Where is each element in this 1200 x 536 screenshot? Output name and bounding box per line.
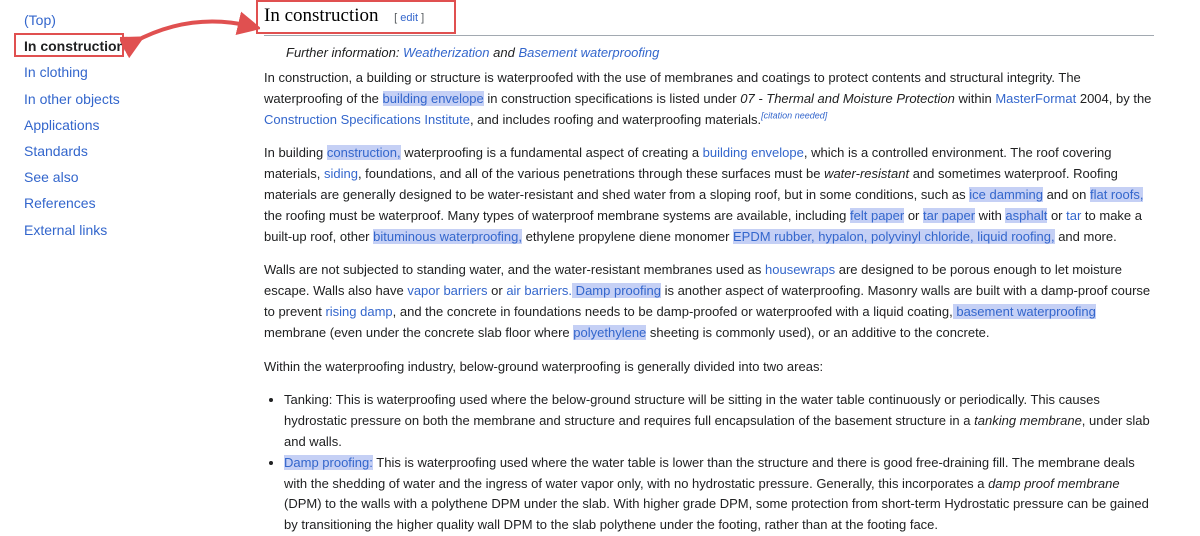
link-air-barriers[interactable]: air barriers. <box>506 283 573 299</box>
citation-needed-link[interactable]: [citation needed] <box>761 110 828 121</box>
link-housewraps[interactable]: housewraps <box>765 262 836 278</box>
article-content <box>264 0 1154 536</box>
toc-item-standards[interactable]: Standards <box>24 142 88 159</box>
list-item-damp-proofing: • Damp proofing: This is waterproofing used where the water table is lower than the structure and there is good free-draining fill. The membrane deals with the shedding of water and the ingress of water vapor only, with no hydrostatic pressure. Generally, this incorporates a damp proof membrane (DPM) to the walls with a polythene DPM under the slab. With higher grade DPM, some protection from short-term Hydrostatic pressure can be gained by transitioning the higher quality wall DPM to the slab polythene under the footing, rather than at the footing face. <box>284 453 1154 536</box>
link-polyethylene[interactable]: polyethylene <box>573 324 647 340</box>
link-tar[interactable]: tar <box>1066 207 1082 223</box>
toc-item-top[interactable]: (Top) <box>24 12 56 28</box>
link-basement-waterproofing[interactable]: Basement waterproofing <box>518 45 660 60</box>
section-heading <box>264 0 1154 36</box>
link-felt-paper[interactable]: felt paper <box>850 207 905 223</box>
link-siding[interactable]: siding <box>323 166 358 182</box>
link-ice-damming[interactable]: ice damming <box>969 186 1043 202</box>
link-damp-proofing[interactable]: Damp proofing <box>572 283 661 299</box>
edit-link[interactable]: edit <box>400 12 419 24</box>
link-vapor-barriers[interactable]: vapor barriers <box>407 283 488 299</box>
link-building-envelope-2[interactable]: building envelope <box>702 145 804 161</box>
link-flat-roofs[interactable]: flat roofs, <box>1089 186 1144 202</box>
link-weatherization[interactable]: Weatherization <box>403 45 490 60</box>
section-title: In construction <box>264 5 379 26</box>
toc-item-external-links[interactable]: External links <box>24 221 108 238</box>
hatnote: Further information: Weatherization and Basement waterproofing <box>286 45 660 60</box>
link-csi[interactable]: Construction Specifications Institute <box>264 111 470 127</box>
toc-item-in-clothing[interactable]: In clothing <box>24 64 88 81</box>
list-item-tanking: • Tanking: This is waterproofing used where the below-ground structure will be sitting in the water table continuously or periodically. This causes hydrostatic pressure on both the membrane and structure and requires full encapsulation of the basement structure in a tanking membrane, under slab and walls. <box>284 390 1154 452</box>
link-epdm-rubber[interactable]: EPDM rubber, hypalon, polyvinyl chloride, liquid roofing, <box>733 228 1055 244</box>
toc-highlight-box <box>14 33 124 57</box>
paragraph-4: Within the waterproofing industry, below-ground waterproofing is generally divided into two areas: <box>264 358 824 374</box>
toc-item-references[interactable]: References <box>24 195 96 212</box>
link-basement-waterproofing-2[interactable]: basement waterproofing <box>952 303 1096 319</box>
paragraph-2: In building construction, waterproofing is a fundamental aspect of creating a building envelope, which is a controlled environment. The roof covering materials, siding, foundations, and all of the various penetrations through these surfaces must be water-resistant and sometimes waterproof. Roofing materials are generally designed to be water-resistant and shed water from a sloping roof, but in some conditions, such as ice damming and on flat roofs, the roofing must be waterproof. Many types of waterproof membrane systems are available, including felt paper or tar paper with asphalt or tar to make a built-up roof, other bituminous waterproofing, ethylene propylene diene monomer EPDM rubber, hypalon, polyvinyl chloride, liquid roofing, and more. <box>264 145 1144 244</box>
double-arrow-annotation <box>120 0 260 70</box>
link-bituminous-waterproofing[interactable]: bituminous waterproofing, <box>373 228 522 244</box>
link-masterformat[interactable]: MasterFormat <box>995 90 1077 106</box>
toc-item-see-also[interactable]: See also <box>24 169 79 186</box>
link-construction[interactable]: construction, <box>326 145 401 161</box>
edit-section-link: [ edit ] <box>394 12 425 24</box>
paragraph-3: Walls are not subjected to standing water, and the water-resistant membranes used as housewraps are designed to be porous enough to let moisture escape. Walls also have vapor barriers or air barriers. Damp proofing is another aspect of waterproofing. Masonry walls are built with a damp-proof course to prevent rising damp, and the concrete in foundations needs to be damp-proofed or waterproofed with a liquid coating, basement waterproofing membrane (even under the concrete slab floor where polyethylene sheeting is commonly used), or an additive to the concrete. <box>264 262 1151 340</box>
toc-item-in-construction[interactable]: In construction <box>24 38 126 55</box>
link-rising-damp[interactable]: rising damp <box>325 303 393 319</box>
link-tar-paper[interactable]: tar paper <box>923 207 976 223</box>
waterproofing-types-list <box>264 390 1154 536</box>
link-damp-proofing-2[interactable]: Damp proofing: <box>284 454 373 470</box>
toc-item-in-other-objects[interactable]: In other objects <box>24 90 120 107</box>
paragraph-1: In construction, a building or structure is waterproofed with the use of membranes and coatings to protect contents and structural integrity. The waterproofing of the building envelope in construction specifications is listed under 07 - Thermal and Moisture Protection within MasterFormat 2004, by the Construction Specifications Institute, and includes roofing and waterproofing materials.[citation needed] <box>264 70 1152 127</box>
toc-item-applications[interactable]: Applications <box>24 116 100 133</box>
link-building-envelope[interactable]: building envelope <box>382 90 484 106</box>
link-asphalt[interactable]: asphalt <box>1005 207 1048 223</box>
heading-highlight-box <box>256 0 456 34</box>
